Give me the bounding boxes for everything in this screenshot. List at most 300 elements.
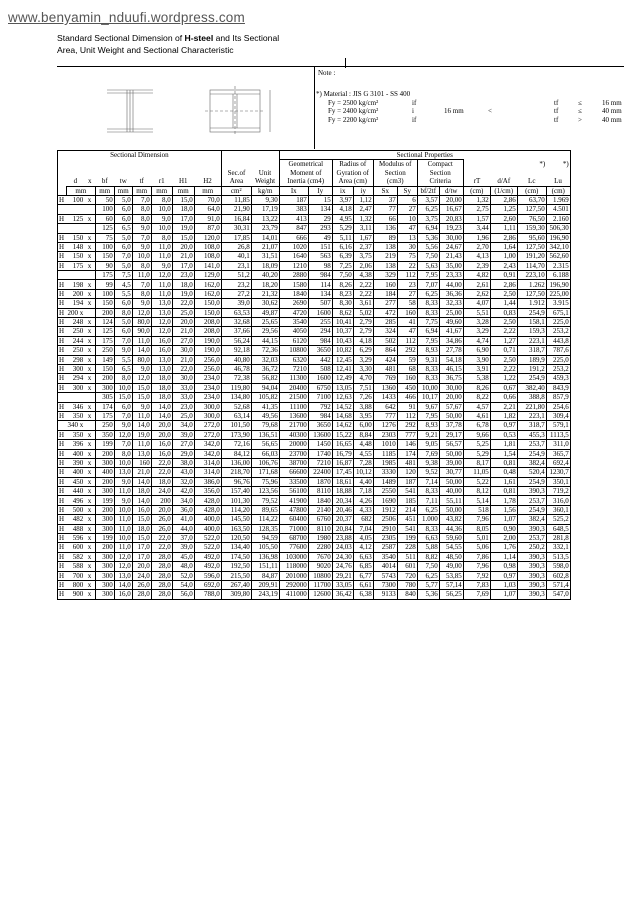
header-tick [345,58,346,68]
table-cell: 488 [67,524,85,533]
table-cell: 0,53 [490,430,517,439]
table-cell: 356,0 [194,487,221,496]
table-cell: 84,12 [221,449,251,458]
table-row [58,205,571,214]
table-cell: 194 [67,299,85,308]
table-cell: 15,0 [132,515,151,524]
table-cell: 68700 [279,534,308,543]
table-cell: 17,85 [221,233,251,242]
table-cell: 2,21 [490,402,517,411]
table-cell: 9,0 [151,214,172,223]
table-cell: 160 [132,458,151,467]
table-cell: 396 [67,440,85,449]
table-cell: 103000 [279,552,308,561]
table-cell: 6,25 [417,205,439,214]
material-row [316,98,622,108]
table-cell: 14,0 [132,477,151,486]
table-cell: 56,57 [439,440,463,449]
table-cell: 6.188 [546,271,570,280]
table-cell: 250 [95,421,114,430]
table-cell: 13,05 [332,383,353,392]
table-cell: 47800 [279,505,308,514]
col-daf: d/Af [497,177,511,186]
table-cell: 33,0 [172,383,194,392]
table-cell: H [58,449,67,458]
table-row [58,214,571,223]
table-cell: 11300 [279,374,308,383]
table-cell: x [84,440,95,449]
table-cell: H [58,195,67,204]
table-cell: 12,41 [332,364,353,373]
table-cell: 2,70 [463,242,490,251]
table-cell: 2.315 [546,261,570,270]
table-cell: 1433 [373,393,397,402]
table-cell: 2,50 [490,289,517,298]
table-cell: 21,43 [439,252,463,261]
table-cell: 10,82 [332,346,353,355]
table-cell [84,421,95,430]
table-cell: 255 [308,318,332,327]
table-cell: 114 [308,280,332,289]
table-cell: 50,00 [439,477,463,486]
table-cell: 309,80 [221,590,251,599]
table-cell: 292 [397,346,417,355]
table-cell: 4,95 [332,214,353,223]
table-cell: 324 [373,327,397,336]
table-cell: 9,67 [417,402,439,411]
table-cell: 11,0 [114,515,132,524]
table-cell: 29,56 [251,327,279,336]
table-cell: H [58,299,67,308]
table-cell: 1,12 [353,195,373,204]
table-cell: 8,82 [417,552,439,561]
col-bf: bf [101,177,108,186]
table-cell: 25,65 [251,318,279,327]
table-cell: x [84,402,95,411]
table-cell: 642 [373,402,397,411]
table-cell: 105,50 [251,543,279,552]
table-cell: H [58,242,67,251]
table-cell: 7,69 [417,449,439,458]
table-cell: 20,00 [439,393,463,402]
table-cell: 7,0 [114,411,132,420]
table-cell: 6,61 [353,580,373,589]
table-cell: 2,61 [463,280,490,289]
unit-cell: mm [67,186,96,195]
table-cell: 8,26 [463,383,490,392]
table-cell: 208,0 [194,327,221,336]
table-cell: 96,76 [221,477,251,486]
table-cell: x [84,327,95,336]
table-cell: 390,3 [517,571,546,580]
table-cell: 19,0 [172,224,194,233]
table-cell: 160 [397,308,417,317]
table-cell: 185 [397,496,417,505]
table-cell: 8,17 [463,458,490,467]
table-cell: 601 [397,562,417,571]
table-cell: 108,0 [194,252,221,261]
table-cell: 44,36 [439,524,463,533]
table-cell: 57,14 [439,580,463,589]
table-cell: 7,0 [132,195,151,204]
table-cell: 200 [95,477,114,486]
table-cell: 125 [95,327,114,336]
table-cell: 22400 [308,468,332,477]
table-cell: 292000 [279,580,308,589]
table-cell: 190,0 [194,336,221,345]
table-cell: x [84,299,95,308]
table-cell: 28,0 [151,571,172,580]
table-cell: 21,07 [251,242,279,251]
table-cell: 138 [373,261,397,270]
table-cell: 9020 [308,562,332,571]
table-cell: 6320 [279,355,308,364]
table-cell: 17,0 [172,261,194,270]
unit-cell: mm [132,186,151,195]
table-cell: H [58,336,67,345]
table-cell: 4,48 [353,440,373,449]
table-cell: 2,22 [490,364,517,373]
table-cell: 8,0 [132,289,151,298]
table-cell: 6,0 [114,214,132,223]
material-val: 40 mm [602,115,622,124]
table-cell: 12,0 [114,430,132,439]
table-cell [84,205,95,214]
table-cell: 2,22 [490,327,517,336]
table-cell: 11,0 [151,280,172,289]
table-cell: 293 [308,224,332,233]
table-cell: 7,18 [353,487,373,496]
material-val: 40 mm [602,107,622,116]
table-cell [84,224,95,233]
hdr-section2: Section [417,169,463,177]
table-cell: 38,0 [172,458,194,467]
table-cell: 400 [67,468,85,477]
table-cell: 8,0 [114,449,132,458]
table-cell: 21,0 [172,355,194,364]
table-cell: 94,59 [251,534,279,543]
table-cell: 9,0 [151,261,172,270]
table-cell: 4014 [373,562,397,571]
table-cell: 24,03 [332,543,353,552]
unit-cell: mm [151,186,172,195]
table-cell: 20,84 [332,524,353,533]
table-cell: 13600 [308,430,332,439]
table-cell: 24,76 [332,562,353,571]
col-tw: tw [119,177,127,186]
table-cell: H [58,468,67,477]
table-cell: 563 [308,252,332,261]
table-cell: 15,22 [332,430,353,439]
table-cell: x [84,195,95,204]
table-cell: 29,17 [439,430,463,439]
title-post: and Its Sectional [213,33,280,43]
unit-cell: iy [353,186,373,195]
table-cell: 25,00 [439,308,463,317]
table-cell: 160 [373,280,397,289]
table-cell: 9,31 [417,355,439,364]
table-row [58,505,571,514]
table-row [58,496,571,505]
table-cell: 11,0 [114,543,132,552]
table-cell: 20,0 [132,562,151,571]
table-cell: 95,60 [517,233,546,242]
table-cell: 300 [95,580,114,589]
table-cell: 1,57 [463,214,490,223]
table-cell: 1690 [373,496,397,505]
table-cell: 48,0 [172,562,194,571]
table-cell: 3,75 [417,214,439,223]
table-cell: 6,78 [463,421,490,430]
table-cell: 13,0 [132,449,151,458]
table-cell: 56,25 [439,590,463,599]
table-cell: 507 [308,299,332,308]
table-cell: 17,0 [132,552,151,561]
table-cell: 3,95 [353,411,373,420]
table-cell: 388,8 [517,393,546,402]
table-cell: x [84,252,95,261]
table-cell: 6120 [279,336,308,345]
table-cell: 598,0 [546,562,570,571]
table-cell: H [58,580,67,589]
table-cell: x [84,524,95,533]
table-cell: 16,0 [114,590,132,599]
table-cell: 27,0 [172,440,194,449]
table-cell: H [58,487,67,496]
unit-cell: (1/cm) [490,186,517,195]
table-cell: 13,22 [251,214,279,223]
table-cell: x [84,534,95,543]
table-cell: 10,0 [114,534,132,543]
table-cell: H [58,261,67,270]
table-cell: x [84,505,95,514]
table-cell: 390,3 [517,580,546,589]
table-cell: 1276 [373,421,397,430]
table-row [58,421,571,430]
table-cell: 75 [95,233,114,242]
table-cell: 250 [67,327,85,336]
table-cell: 21500 [279,393,308,402]
table-cell: 1.969 [546,195,570,204]
site-url[interactable]: www.benyamin_nduufi.wordpress.com [8,10,245,25]
table-cell: 30 [397,242,417,251]
table-cell: 27,78 [439,346,463,355]
table-cell: 7,04 [353,524,373,533]
table-cell: 340 x [67,421,84,430]
table-cell: 2,06 [353,261,373,270]
table-cell: 0,81 [490,458,517,467]
table-row [58,449,571,458]
table-cell: 390,3 [517,552,546,561]
table-cell: 525,2 [546,515,570,524]
table-cell: 2,39 [463,261,490,270]
table-cell: 350 [67,430,85,439]
table-cell: 300,0 [194,402,221,411]
table-cell: 847 [279,224,308,233]
table-cell: 151 [308,242,332,251]
table-cell: 23,2 [221,280,251,289]
table-cell: x [84,233,95,242]
table-cell: 800 [67,580,85,589]
table-cell: H [58,543,67,552]
unit-cell: ix [332,186,353,195]
table-cell: 10,0 [114,383,132,392]
table-cell: 450 [67,477,85,486]
table-cell: 16,79 [332,449,353,458]
table-cell: 318,7 [517,421,546,430]
table-cell: 3,91 [463,364,490,373]
table-cell: 21,90 [221,205,251,214]
table-cell: 300 [95,524,114,533]
table-cell: x [84,468,95,477]
unit-cell: cm² [221,186,251,195]
table-row [58,280,571,289]
table-cell: 788,0 [194,590,221,599]
table-cell: 209,91 [251,580,279,589]
table-cell: 719,2 [546,487,570,496]
table-cell: 253,2 [546,327,570,336]
table-cell: 300 [95,571,114,580]
table-cell: 29 [308,214,332,223]
table-cell: 2303 [373,430,397,439]
table-cell: 28,0 [151,562,172,571]
table-cell: H [58,214,67,223]
table-row [58,374,571,383]
table-cell: 4,40 [353,477,373,486]
table-cell: 175 [95,336,114,345]
table-cell: 20,0 [151,421,172,430]
table-cell: 3,30 [353,364,373,373]
hdr-radius: Radius of [332,160,373,169]
table-cell: 34,86 [439,336,463,345]
table-cell: 4.501 [546,205,570,214]
table-cell: 50,00 [439,505,463,514]
table-row [58,524,571,533]
table-cell: H [58,477,67,486]
table-cell: x [84,289,95,298]
table-cell: x [84,543,95,552]
doc-title [57,33,279,43]
table-cell: 5,22 [463,477,490,486]
material-op: < [488,107,492,116]
table-cell: 4,18 [332,205,353,214]
table-row [58,242,571,251]
table-cell: H [58,289,67,298]
col-tf: tf [139,177,144,186]
table-cell: 15,0 [114,393,132,402]
table-cell: 7100 [308,393,332,402]
table-row [58,487,571,496]
table-cell: 134,40 [221,543,251,552]
table-cell: 1,61 [490,477,517,486]
table-cell: 98 [308,261,332,270]
table-cell: x [84,411,95,420]
table-cell: 6,94 [417,327,439,336]
table-cell: 5,56 [417,242,439,251]
table-row [58,552,571,561]
table-cell: 134 [308,289,332,298]
table-cell: x [84,496,95,505]
table-cell: 108,0 [194,242,221,251]
table-cell: 492,0 [194,552,221,561]
table-row [58,590,571,599]
table-cell: 22,0 [172,364,194,373]
table-cell: 4,13 [463,252,490,261]
table-cell: 16,65 [332,440,353,449]
table-cell: 780 [397,580,417,589]
hdr-modulus: Modulus of [373,160,417,169]
table-cell: 360,1 [546,505,570,514]
table-cell: 5,06 [463,543,490,552]
table-cell: 33,05 [332,580,353,589]
table-cell: 6,63 [417,534,439,543]
table-cell: 24,67 [439,242,463,251]
table-cell: 682 [353,515,373,524]
star-lc: *) [539,160,546,169]
table-cell: x [84,477,95,486]
table-cell: H [58,562,67,571]
col-d: d [73,177,78,186]
table-cell: 77600 [279,543,308,552]
table-cell: 309,4 [546,411,570,420]
material-cond: if [412,115,417,124]
table-row [58,327,571,336]
table-cell: 9,0 [132,299,151,308]
table-cell: x [84,214,95,223]
table-cell: 26,0 [132,580,151,589]
table-row [58,580,571,589]
group-sectional-dimension: Sectional Dimension [58,151,222,160]
hdr-cm3: (cm3) [373,177,417,186]
table-cell: 2.160 [546,214,570,223]
table-cell: 2506 [373,515,397,524]
table-cell: 4720 [279,308,308,317]
table-cell: 17,0 [132,543,151,552]
table-cell: 18,0 [151,383,172,392]
table-cell: 6,63 [353,552,373,561]
table-cell: 6 [397,195,417,204]
table-cell: 666 [279,233,308,242]
table-cell: 7,92 [463,571,490,580]
table-cell: 30,62 [251,299,279,308]
table-cell: 40300 [279,430,308,439]
table-cell: 92,18 [221,346,251,355]
table-cell: 12,0 [114,552,132,561]
table-cell: 4,74 [463,336,490,345]
table-cell: 496 [67,496,85,505]
table-cell: 36,36 [439,289,463,298]
table-cell: 19,0 [172,289,194,298]
table-cell: 4,82 [463,271,490,280]
table-row [58,233,571,242]
table-cell: 18,0 [151,393,172,402]
table-cell: 134,80 [221,393,251,402]
table-cell: 45,0 [172,552,194,561]
table-cell: 1,11 [490,224,517,233]
table-cell: 1210 [279,261,308,270]
col-h1: H1 [178,177,188,186]
table-cell: 7,0 [114,440,132,449]
table-cell: 292 [397,421,417,430]
table-cell: 0,71 [490,346,517,355]
table-cell: 46,78 [221,364,251,373]
table-cell: 11700 [308,580,332,589]
table-row [58,336,571,345]
table-cell: 14,0 [114,580,132,589]
table-cell: 6,25 [417,289,439,298]
table-cell: 42,0 [172,487,194,496]
table-cell: 27,2 [221,289,251,298]
